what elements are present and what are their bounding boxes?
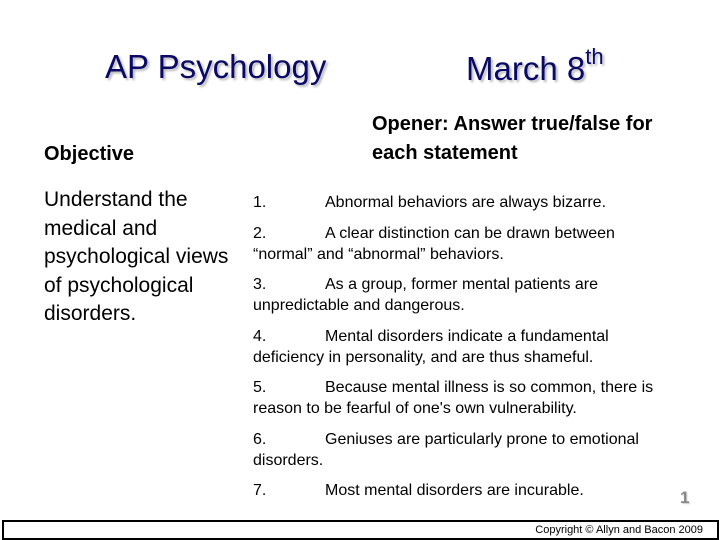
date-text: March 8 <box>466 50 586 87</box>
statement-text: Abnormal behaviors are always bizarre. <box>325 194 607 211</box>
date-title <box>466 44 604 88</box>
statement-item <box>253 223 673 265</box>
statement-item <box>253 192 673 213</box>
statement-number: 5. <box>253 379 267 396</box>
objective-text: Understand the medical and psychological views of psychological disorders. <box>44 188 229 325</box>
statement-text: A clear distinction can be drawn between “normal” and “abnormal” behaviors. <box>253 224 615 263</box>
statement-text: As a group, former mental patients are unpredictable and dangerous. <box>253 276 599 314</box>
statement-text: Because mental illness is so common, there is reason to be fearful of one's own vulnerability. <box>253 379 654 417</box>
statement-item <box>253 326 673 368</box>
statement-number: 3. <box>253 276 267 293</box>
statement-item <box>253 377 673 419</box>
opener-heading: Opener: Answer true/false for each statement <box>372 113 653 164</box>
statement-text: Geniuses are particularly prone to emotional disorders. <box>253 430 639 469</box>
date-suffix: th <box>585 44 604 69</box>
statement-number: 1. <box>253 194 267 211</box>
statement-list <box>253 192 673 511</box>
statement-number: 4. <box>253 327 267 345</box>
course-title: AP Psychology <box>105 48 327 85</box>
statement-item <box>253 274 673 316</box>
objective-heading: Objective <box>44 143 135 165</box>
statement-number: 7. <box>253 482 267 499</box>
statement-number: 6. <box>253 430 267 448</box>
footer-bar <box>2 520 719 540</box>
statement-number: 2. <box>253 224 267 242</box>
statement-item <box>253 429 673 471</box>
copyright-text: Copyright © Allyn and Bacon 2009 <box>535 524 703 536</box>
statement-text: Mental disorders indicate a fundamental deficiency in personality, and are thus shameful. <box>253 327 609 366</box>
statement-item <box>253 480 673 501</box>
slide-number: 1 <box>680 488 690 507</box>
statement-text: Most mental disorders are incurable. <box>325 482 584 499</box>
